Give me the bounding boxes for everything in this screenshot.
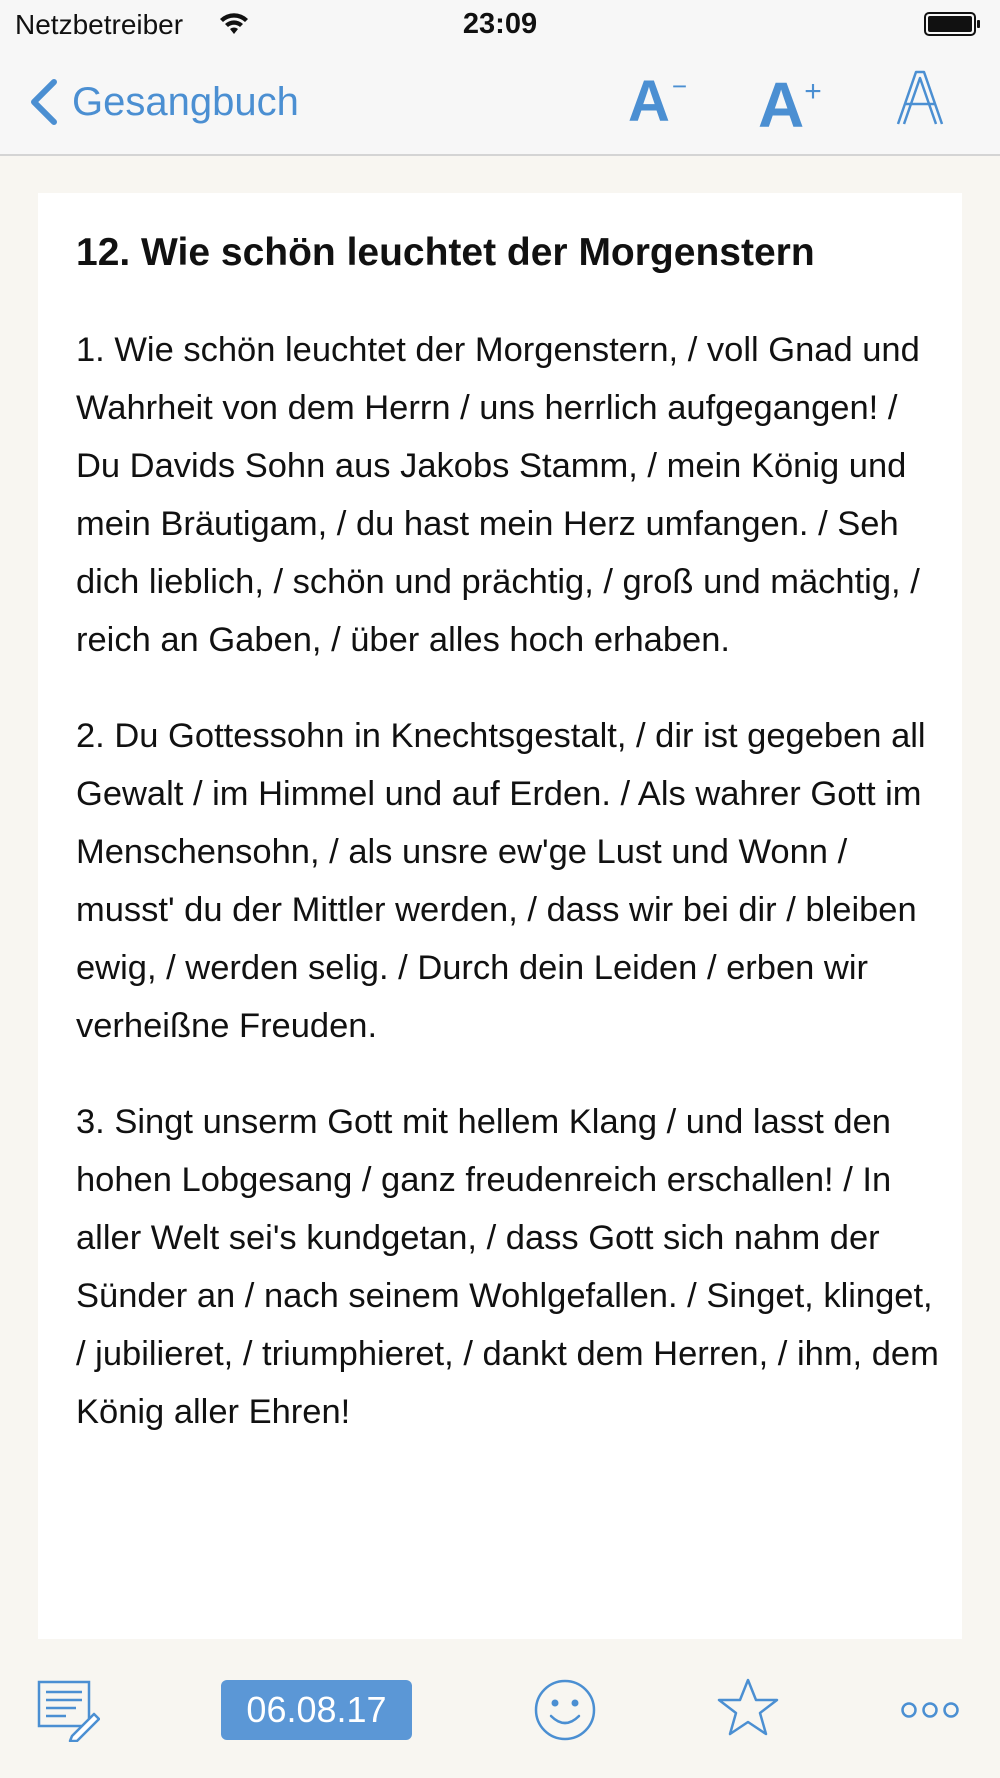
verse-2: 2. Du Gottessohn in Knechtsgestalt, / dir ist gegeben all Gewalt / im Himmel und auf Erden. / Als wahrer Gott im Menschensohn, / als unsre ew'ge Lust und Wonn / musst' du der Mittler werden, / dass wir bei dir / bleiben ewig, / werden selig. / Durch dein Leiden / erben wir verheißne Freuden.: [76, 717, 926, 1045]
navigation-bar: [0, 50, 1000, 156]
decrease-font-button[interactable]: [628, 68, 687, 132]
verse-list: [76, 321, 946, 1479]
song-card: [38, 193, 962, 1639]
status-bar: [0, 0, 1000, 50]
notes-icon[interactable]: [36, 1678, 100, 1742]
battery-icon: [924, 11, 982, 37]
increase-font-mark: +: [804, 75, 822, 108]
status-time: 23:09: [462, 8, 538, 40]
font-style-icon[interactable]: [894, 68, 946, 128]
increase-font-label: A: [758, 69, 805, 141]
verse-1: 1. Wie schön leuchtet der Morgenstern, / voll Gnad und Wahrheit von dem Herrn / uns herrlich aufgegangen! / Du Davids Sohn aus Jakobs Stamm, / mein König und mein Bräutigam, / du hast mein Herz umfangen. / Seh dich lieblich, / schön und prächtig, / groß und mächtig, / reich an Gaben, / über alles hoch erhaben.: [76, 331, 920, 659]
back-button[interactable]: [26, 74, 299, 130]
date-button[interactable]: 06.08.17: [221, 1680, 412, 1740]
verse-3: 3. Singt unserm Gott mit hellem Klang / und lasst den hohen Lobgesang / ganz freudenreich erschallen! / In aller Welt sei's kundgetan, / dass Gott sich nahm der Sünder an / nach seinem Wohlgefallen. / Singet, klinget, / jubilieret, / triumphieret, / dankt dem Herren, / ihm, dem König aller Ehren!: [76, 1103, 939, 1431]
increase-font-button[interactable]: [758, 68, 822, 141]
smiley-icon[interactable]: [533, 1678, 597, 1742]
more-icon[interactable]: [900, 1700, 960, 1720]
carrier-name: Netzbetreiber: [15, 9, 184, 40]
decrease-font-mark: −: [671, 71, 688, 101]
chevron-left-icon: [26, 74, 62, 130]
decrease-font-label: A: [628, 69, 670, 134]
star-icon[interactable]: [716, 1676, 780, 1740]
song-title: 12. Wie schön leuchtet der Morgenstern: [76, 231, 815, 274]
tab-bar: [0, 1640, 1000, 1778]
back-button-label: Gesangbuch: [72, 79, 299, 124]
